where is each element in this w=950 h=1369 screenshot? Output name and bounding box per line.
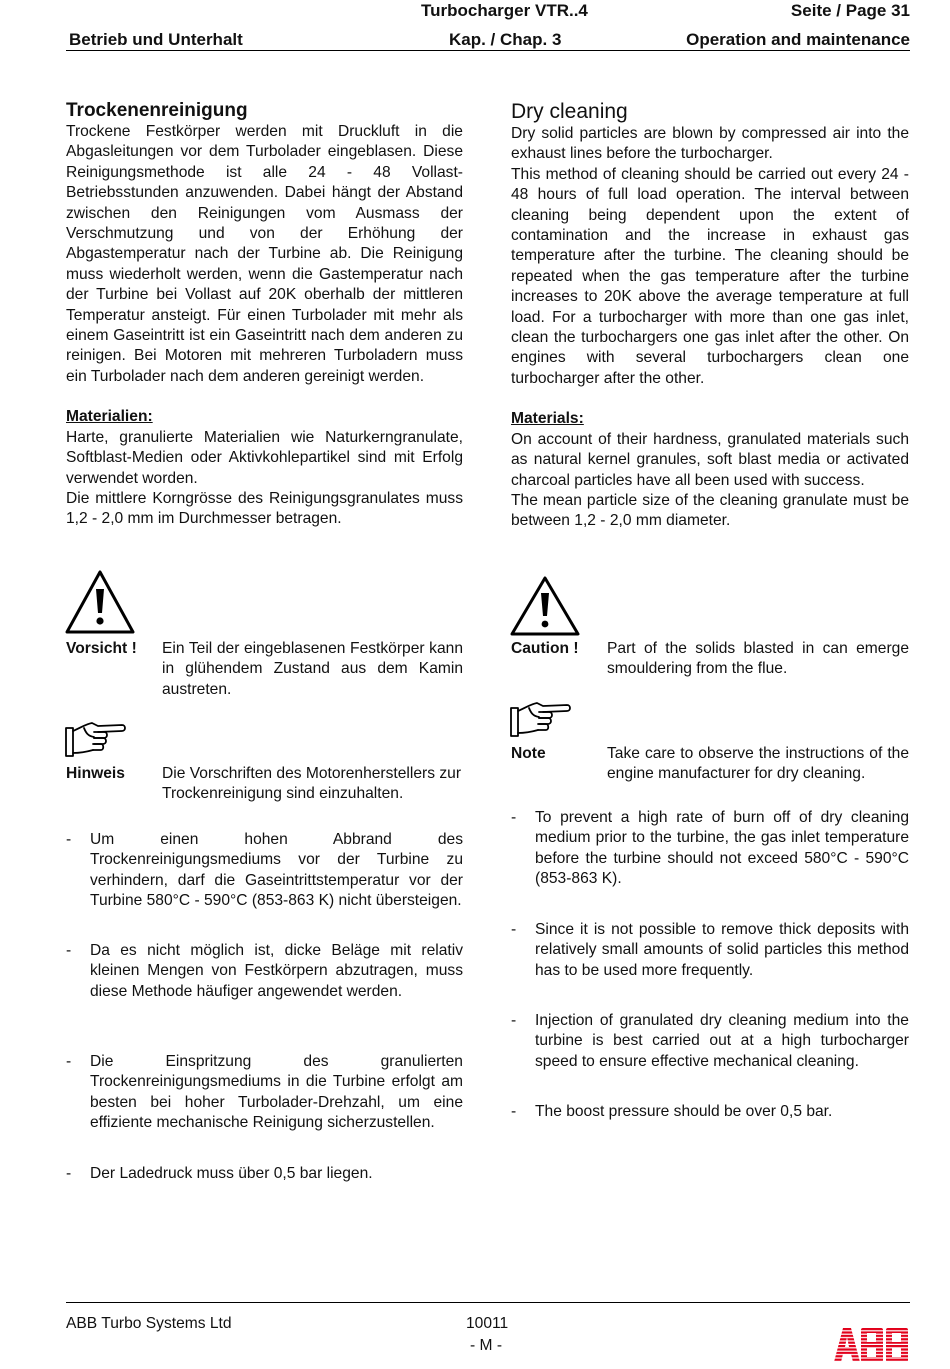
english-column <box>511 100 909 532</box>
english-bullet-text: The boost pressure should be over 0,5 bar. <box>535 1103 833 1120</box>
bullet-dash: - <box>66 942 72 959</box>
english-bullet-text: To prevent a high rate of burn off of dry cleaning medium prior to the turbine, the gas inlet temperature before the turbine should not exceed 580°C - 590°C (853-863 K). <box>535 809 909 888</box>
english-intro-1: Dry solid particles are blown by compressed air into the exhaust lines before the turbocharger. <box>511 125 909 163</box>
header-section-en: Operation and maintenance <box>686 30 910 49</box>
bullet-dash: - <box>511 809 517 826</box>
german-bullet-text: Da es nicht möglich ist, dicke Beläge mit relativ kleinen Mengen von Festkörpern abzutragen, muss diese Methode häufiger angewendet werden. <box>90 942 463 1000</box>
german-materials-text: Harte, granulierte Materialien wie Naturkerngranulate, Softblast-Medien oder Aktivkohlepartikel sind mit Erfolg verwendet worden. <box>66 428 463 487</box>
german-note-label: Hinweis <box>66 765 125 782</box>
english-intro-2: This method of cleaning should be carried out every 24 - 48 hours of full load operation. The interval between cleaning being dependent upon the extent of contamination and the increase in exhaust gas temperature after the turbine. The cleaning should be repeated when the gas temperature after the turbine increases to 20K above the average temperature at full load. For a turbocharger with more than one gas inlet, clean the turbochargers one gas inlet after the other. On engines with several turbochargers clean one turbocharger after the other. <box>511 165 909 387</box>
pointing-hand-icon <box>509 700 575 740</box>
german-bullet-text: Der Ladedruck muss über 0,5 bar liegen. <box>90 1165 373 1182</box>
german-materials-heading: Materialien: <box>66 408 153 426</box>
german-bullet-text: Um einen hohen Abbrand des Trockenreinigungsmediums vor der Turbine zu verhindern, darf die Gaseintrittstemperatur vor der Turbine 580°C - 590°C (853-863 K) nicht übersteigen. <box>90 831 463 910</box>
header-product: Turbocharger VTR..4 <box>421 1 588 20</box>
footer-company: ABB Turbo Systems Ltd <box>66 1315 232 1332</box>
german-bullet-text: Die Einspritzung des granulierten Trockenreinigungsmediums in die Turbine erfolgt am besten bei hoher Turbolader-Drehzahl, um eine effiziente mechanische Reinigung sicherzustellen. <box>90 1053 463 1132</box>
english-materials-text: On account of their hardness, granulated materials such as natural kernel granules, soft blast media or activated charcoal particles have all been used with success. <box>511 430 909 489</box>
german-caution-text: Ein Teil der eingeblasenen Festkörper kann in glühendem Zustand aus dem Kamin austreten. <box>162 640 463 698</box>
abb-logo <box>834 1328 910 1362</box>
english-title: Dry cleaning <box>511 100 628 123</box>
german-materials-size: Die mittlere Korngrösse des Reinigungsgranulates muss 1,2 - 2,0 mm im Durchmesser betragen. <box>66 489 463 528</box>
bullet-dash: - <box>66 1165 72 1182</box>
english-caution-label: Caution ! <box>511 640 579 657</box>
english-materials-size: The mean particle size of the cleaning granulate must be between 1,2 - 2,0 mm diameter. <box>511 491 909 530</box>
header-page-number: Seite / Page 31 <box>790 1 910 20</box>
header-rule <box>66 50 910 51</box>
english-materials-heading: Materials: <box>511 410 584 428</box>
footer-doc-number: 10011 <box>466 1315 509 1332</box>
warning-triangle-icon <box>64 569 136 635</box>
pointing-hand-icon <box>64 720 130 760</box>
footer-marker: - M - <box>470 1337 503 1354</box>
bullet-dash: - <box>511 1103 517 1120</box>
english-note-text: Take care to observe the instructions of the engine manufacturer for dry cleaning. <box>607 745 909 783</box>
footer-rule <box>66 1302 910 1303</box>
german-intro: Trockene Festkörper werden mit Druckluft in die Abgasleitungen vor dem Turbolader eingeblasen. Diese Reinigungsmethode ist alle 24 - 48 Vollast-Betriebsstunden anzuwenden. Dabei hängt der Abstand zwischen den Reinigungen vom Ausmass der Verschmutzung und von der Erhöhung der Abgastemperatur nach der Turbine ab. Die Reinigung muss wiederholt werden, wenn die Gastemperatur nach der Turbine bei Vollast auf 20K oberhalb der mittleren Temperatur ansteigt. Für einen Turbolader mit mehr als einem Gaseintritt ist ein Gaseintritt nach dem anderen zu reinigen. Bei Motoren mit mehreren Turboladern muss ein Turbolader nach dem anderen gereinigt werden. <box>66 123 463 385</box>
bullet-dash: - <box>66 831 72 848</box>
german-title: Trockenenreinigung <box>66 100 248 121</box>
bullet-dash: - <box>511 921 517 938</box>
bullet-dash: - <box>511 1012 517 1029</box>
english-bullet-text: Since it is not possible to remove thick deposits with relatively small amounts of solid particles this method has to be used more frequently. <box>535 921 909 979</box>
german-caution-label: Vorsicht ! <box>66 640 137 657</box>
english-caution-text: Part of the solids blasted in can emerge smouldering from the flue. <box>607 640 909 678</box>
german-column <box>66 100 463 530</box>
english-note-label: Note <box>511 745 546 762</box>
warning-triangle-icon <box>509 575 581 637</box>
english-bullet-text: Injection of granulated dry cleaning medium into the turbine is best carried out at a high turbocharger speed to ensure effective mechanical cleaning. <box>535 1012 909 1070</box>
german-note-text: Die Vorschriften des Motorenherstellers zur Trockenreinigung sind einzuhalten. <box>162 765 462 803</box>
bullet-dash: - <box>66 1053 72 1070</box>
header-section-de: Betrieb und Unterhalt <box>69 30 243 49</box>
header-chapter: Kap. / Chap. 3 <box>449 30 562 49</box>
